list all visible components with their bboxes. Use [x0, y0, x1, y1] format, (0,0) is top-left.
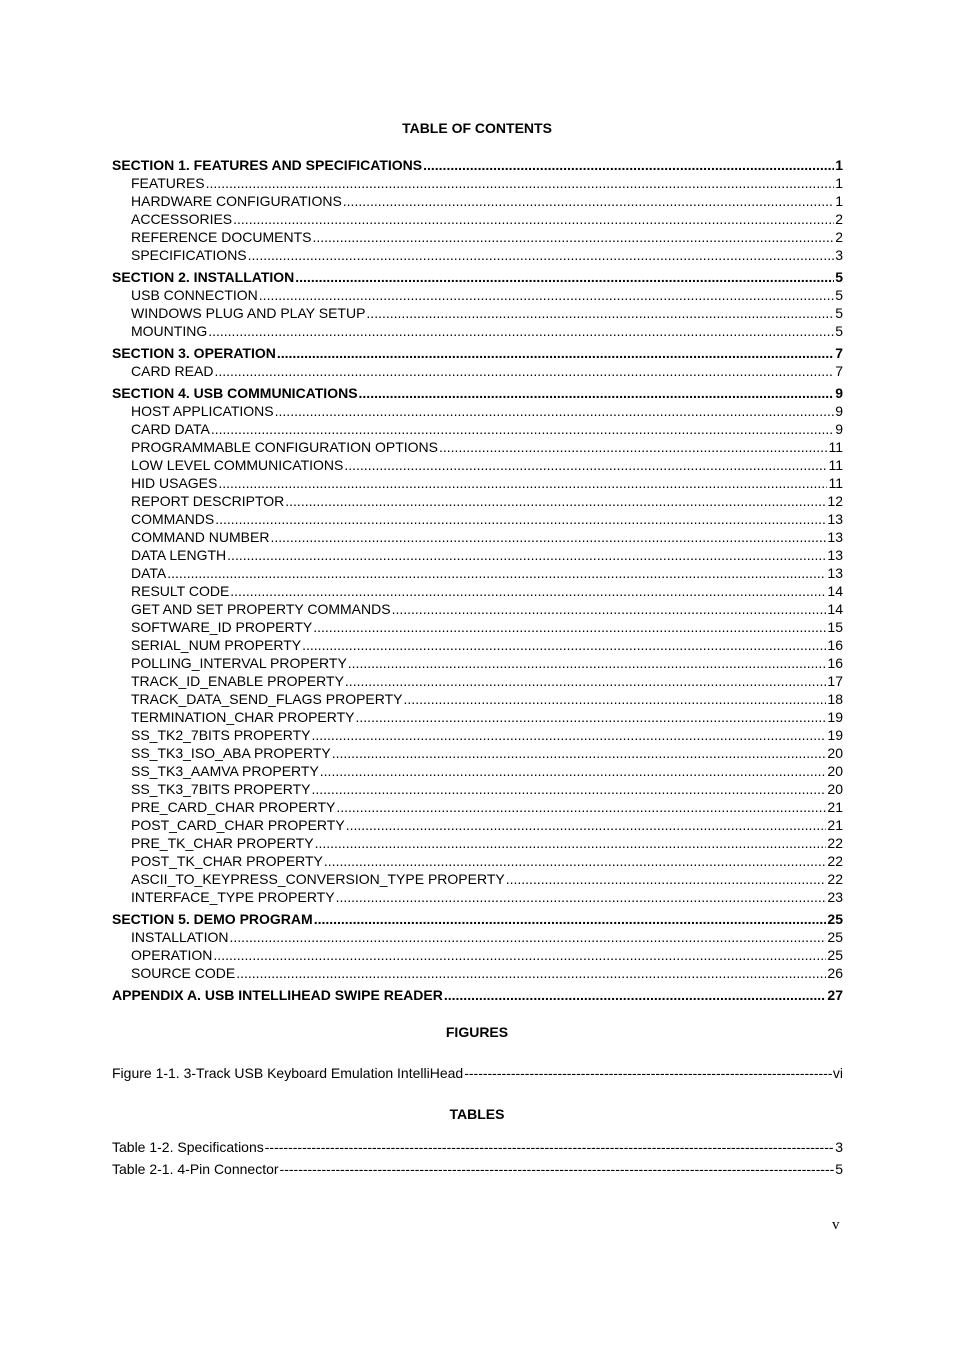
toc-subsection-entry[interactable] — [112, 474, 843, 492]
dot-leader — [343, 192, 834, 210]
dot-leader — [213, 946, 826, 964]
toc-subsection-entry[interactable] — [112, 928, 843, 946]
toc-subsection-entry-label: OPERATION — [131, 947, 213, 963]
dot-leader — [211, 420, 834, 438]
dot-leader — [295, 268, 834, 286]
dot-leader — [464, 1062, 832, 1084]
dot-leader — [506, 870, 827, 888]
toc-subsection-entry-page-number: 9 — [835, 403, 843, 419]
toc-section-entry-label: SECTION 1. FEATURES AND SPECIFICATIONS — [112, 157, 423, 173]
dot-leader — [311, 780, 826, 798]
toc-subsection-entry-page-number: 2 — [835, 229, 843, 245]
toc-subsection-entry-label: SS_TK3_7BITS PROPERTY — [131, 781, 311, 797]
toc-section-entry-page-number: 5 — [835, 269, 843, 285]
dot-leader — [206, 174, 835, 192]
toc-heading: TABLE OF CONTENTS — [402, 120, 552, 136]
toc-subsection-entry-label: POST_CARD_CHAR PROPERTY — [131, 817, 345, 833]
toc-subsection-entry-page-number: 23 — [827, 889, 843, 905]
toc-subsection-entry-label: ACCESSORIES — [131, 211, 233, 227]
toc-subsection-entry-label: PRE_TK_CHAR PROPERTY — [131, 835, 314, 851]
toc-subsection-entry-page-number: 5 — [835, 323, 843, 339]
toc-subsection-entry-page-number: 20 — [827, 781, 843, 797]
dot-leader — [233, 210, 834, 228]
toc-section-entry-label: APPENDIX A. USB INTELLIHEAD SWIPE READER — [112, 987, 443, 1003]
toc-subsection-entry[interactable] — [112, 852, 843, 870]
toc-subsection-entry-label: REFERENCE DOCUMENTS — [131, 229, 312, 245]
toc-section-entry[interactable] — [112, 268, 843, 286]
toc-subsection-entry[interactable] — [112, 798, 843, 816]
figures-list — [112, 1062, 843, 1084]
toc-subsection-entry[interactable] — [112, 618, 843, 636]
dot-leader — [404, 690, 827, 708]
toc-subsection-entry[interactable] — [112, 600, 843, 618]
toc-subsection-entry[interactable] — [112, 546, 843, 564]
toc-subsection-entry-page-number: 12 — [827, 493, 843, 509]
dot-leader — [315, 834, 827, 852]
toc-subsection-entry-page-number: 3 — [835, 247, 843, 263]
toc-section-entry[interactable] — [112, 384, 843, 402]
table-entry-page-number: 3 — [835, 1139, 843, 1155]
toc-subsection-entry-label: DATA LENGTH — [131, 547, 227, 563]
toc-subsection-entry-label: TERMINATION_CHAR PROPERTY — [131, 709, 355, 725]
toc-subsection-entry[interactable] — [112, 636, 843, 654]
toc-subsection-entry-page-number: 5 — [835, 287, 843, 303]
toc-subsection-entry-page-number: 1 — [835, 193, 843, 209]
toc-section-entry-page-number: 9 — [835, 385, 843, 401]
toc-subsection-entry-label: HOST APPLICATIONS — [131, 403, 274, 419]
figures-heading: FIGURES — [445, 1024, 509, 1040]
dot-leader — [265, 1136, 834, 1158]
toc-subsection-entry-page-number: 13 — [827, 511, 843, 527]
toc-subsection-entry-label: SOFTWARE_ID PROPERTY — [131, 619, 313, 635]
dot-leader — [280, 1158, 835, 1180]
toc-subsection-entry-label: MOUNTING — [131, 323, 208, 339]
toc-subsection-entry-label: TRACK_DATA_SEND_FLAGS PROPERTY — [131, 691, 403, 707]
toc-subsection-entry-label: POST_TK_CHAR PROPERTY — [131, 853, 323, 869]
toc-subsection-entry-label: POLLING_INTERVAL PROPERTY — [131, 655, 347, 671]
toc-subsection-entry[interactable] — [112, 420, 843, 438]
toc-subsection-entry-label: SOURCE CODE — [131, 965, 236, 981]
toc-subsection-entry-label: CARD READ — [131, 363, 214, 379]
toc-subsection-entry-label: INSTALLATION — [131, 929, 229, 945]
dot-leader — [444, 986, 827, 1004]
toc-section-entry-page-number: 1 — [835, 157, 843, 173]
table-entry-label: Table 1-2. Specifications — [112, 1139, 264, 1155]
toc-subsection-entry-page-number: 17 — [827, 673, 843, 689]
toc-subsection-entry[interactable] — [112, 510, 843, 528]
toc-subsection-entry-page-number: 20 — [827, 763, 843, 779]
dot-leader — [230, 582, 826, 600]
toc-subsection-entry-page-number: 19 — [827, 709, 843, 725]
toc-subsection-entry-label: SS_TK3_ISO_ABA PROPERTY — [131, 745, 331, 761]
dot-leader — [356, 708, 827, 726]
toc-subsection-entry-label: SS_TK3_AAMVA PROPERTY — [131, 763, 319, 779]
dot-leader — [218, 474, 827, 492]
toc-subsection-entry-label: CARD DATA — [131, 421, 210, 437]
toc-subsection-entry-page-number: 21 — [827, 817, 843, 833]
toc-subsection-entry[interactable] — [112, 726, 843, 744]
toc-subsection-entry[interactable] — [112, 654, 843, 672]
toc-section-entry-label: SECTION 5. DEMO PROGRAM — [112, 911, 313, 927]
dot-leader — [167, 564, 826, 582]
toc-subsection-entry[interactable] — [112, 888, 843, 906]
table-entry[interactable] — [112, 1136, 843, 1158]
toc-subsection-entry-label: COMMAND NUMBER — [131, 529, 270, 545]
toc-subsection-entry-label: COMMANDS — [131, 511, 215, 527]
toc-subsection-entry-label: REPORT DESCRIPTOR — [131, 493, 285, 509]
table-entry[interactable] — [112, 1158, 843, 1180]
toc-subsection-entry[interactable] — [112, 564, 843, 582]
dot-leader — [359, 384, 835, 402]
dot-leader — [348, 654, 827, 672]
toc-section-entry[interactable] — [112, 910, 843, 928]
toc-subsection-entry-page-number: 16 — [827, 637, 843, 653]
page-number: v — [832, 1217, 840, 1233]
toc-subsection-entry-label: SS_TK2_7BITS PROPERTY — [131, 727, 311, 743]
toc-subsection-entry[interactable] — [112, 322, 843, 340]
toc-section-entry[interactable] — [112, 156, 843, 174]
toc-section-entry[interactable] — [112, 344, 843, 362]
toc-subsection-entry-page-number: 9 — [835, 421, 843, 437]
toc-subsection-entry-page-number: 13 — [827, 529, 843, 545]
dot-leader — [285, 492, 826, 510]
toc-subsection-entry-page-number: 11 — [828, 439, 843, 455]
toc-subsection-entry-page-number: 2 — [835, 211, 843, 227]
toc-subsection-entry-label: PRE_CARD_CHAR PROPERTY — [131, 799, 336, 815]
dot-leader — [336, 798, 826, 816]
dot-leader — [259, 286, 834, 304]
figure-entry-label: Figure 1-1. 3-Track USB Keyboard Emulation IntelliHead — [112, 1065, 464, 1081]
toc-subsection-entry[interactable] — [112, 362, 843, 380]
dot-leader — [423, 156, 834, 174]
toc-subsection-entry[interactable] — [112, 672, 843, 690]
toc-section-entry-label: SECTION 2. INSTALLATION — [112, 269, 295, 285]
toc-subsection-entry-page-number: 25 — [827, 947, 843, 963]
toc-subsection-entry-label: GET AND SET PROPERTY COMMANDS — [131, 601, 391, 617]
dot-leader — [227, 546, 826, 564]
toc-subsection-entry[interactable] — [112, 964, 843, 982]
toc-section-entry-page-number: 27 — [827, 987, 843, 1003]
toc-subsection-entry-label: RESULT CODE — [131, 583, 230, 599]
dot-leader — [314, 910, 827, 928]
toc-subsection-entry-label: USB CONNECTION — [131, 287, 258, 303]
toc-subsection-entry-page-number: 26 — [827, 965, 843, 981]
toc-subsection-entry[interactable] — [112, 582, 843, 600]
dot-leader — [270, 528, 826, 546]
toc-subsection-entry-label: DATA — [131, 565, 167, 581]
dot-leader — [392, 600, 827, 618]
tables-list — [112, 1136, 843, 1180]
dot-leader — [313, 618, 826, 636]
toc-subsection-entry-page-number: 18 — [827, 691, 843, 707]
toc-subsection-entry[interactable] — [112, 402, 843, 420]
dot-leader — [311, 726, 826, 744]
dot-leader — [302, 636, 826, 654]
toc-subsection-entry-page-number: 11 — [828, 457, 843, 473]
toc-subsection-entry[interactable] — [112, 492, 843, 510]
figure-entry-page-number: vi — [832, 1065, 843, 1081]
toc-subsection-entry[interactable] — [112, 708, 843, 726]
dot-leader — [336, 888, 827, 906]
toc-subsection-entry[interactable] — [112, 690, 843, 708]
toc-subsection-entry[interactable] — [112, 528, 843, 546]
dot-leader — [236, 964, 826, 982]
toc-subsection-entry-label: TRACK_ID_ENABLE PROPERTY — [131, 673, 344, 689]
toc-subsection-entry-label: SERIAL_NUM PROPERTY — [131, 637, 302, 653]
toc-subsection-entry-page-number: 16 — [827, 655, 843, 671]
dot-leader — [332, 744, 827, 762]
toc-subsection-entry-page-number: 7 — [835, 363, 843, 379]
toc-section-entry-label: SECTION 4. USB COMMUNICATIONS — [112, 385, 358, 401]
toc-subsection-entry-page-number: 22 — [827, 871, 843, 887]
toc-section-entry[interactable] — [112, 986, 843, 1004]
toc-subsection-entry-label: FEATURES — [131, 175, 205, 191]
toc-subsection-entry-label: INTERFACE_TYPE PROPERTY — [131, 889, 335, 905]
toc-subsection-entry-label: PROGRAMMABLE CONFIGURATION OPTIONS — [131, 439, 438, 455]
toc-subsection-entry[interactable] — [112, 946, 843, 964]
dot-leader — [230, 928, 827, 946]
dot-leader — [208, 322, 834, 340]
toc-subsection-entry-page-number: 20 — [827, 745, 843, 761]
toc-subsection-entry[interactable] — [112, 780, 843, 798]
dot-leader — [277, 344, 834, 362]
toc-subsection-entry[interactable] — [112, 174, 843, 192]
toc-section-entry-page-number: 7 — [835, 345, 843, 361]
toc-subsection-entry-label: HARDWARE CONFIGURATIONS — [131, 193, 342, 209]
toc-subsection-entry[interactable] — [112, 456, 843, 474]
toc-subsection-entry[interactable] — [112, 228, 843, 246]
toc-subsection-entry[interactable] — [112, 438, 843, 456]
toc-subsection-entry-page-number: 25 — [827, 929, 843, 945]
dot-leader — [275, 402, 835, 420]
toc-subsection-entry[interactable] — [112, 210, 843, 228]
toc-subsection-entry[interactable] — [112, 834, 843, 852]
dot-leader — [248, 246, 835, 264]
toc-subsection-entry-label: LOW LEVEL COMMUNICATIONS — [131, 457, 344, 473]
dot-leader — [320, 762, 827, 780]
dot-leader — [439, 438, 827, 456]
toc-subsection-entry-page-number: 13 — [827, 565, 843, 581]
toc-subsection-entry[interactable] — [112, 286, 843, 304]
dot-leader — [215, 510, 826, 528]
toc-subsection-entry[interactable] — [112, 246, 843, 264]
toc-subsection-entry-label: HID USAGES — [131, 475, 218, 491]
toc-subsection-entry-page-number: 21 — [827, 799, 843, 815]
toc-subsection-entry-page-number: 13 — [827, 547, 843, 563]
dot-leader — [346, 816, 827, 834]
toc-section-entry-label: SECTION 3. OPERATION — [112, 345, 276, 361]
toc-subsection-entry-page-number: 22 — [827, 853, 843, 869]
dot-leader — [366, 304, 834, 322]
table-entry-page-number: 5 — [835, 1161, 843, 1177]
toc-subsection-entry-page-number: 14 — [827, 583, 843, 599]
toc-subsection-entry-label: ASCII_TO_KEYPRESS_CONVERSION_TYPE PROPERTY — [131, 871, 505, 887]
toc-subsection-entry-page-number: 15 — [827, 619, 843, 635]
dot-leader — [214, 362, 834, 380]
dot-leader — [344, 456, 827, 474]
toc-subsection-entry-page-number: 5 — [835, 305, 843, 321]
table-of-contents — [112, 156, 843, 1004]
tables-heading: TABLES — [449, 1106, 505, 1122]
toc-subsection-entry[interactable] — [112, 870, 843, 888]
toc-subsection-entry-label: WINDOWS PLUG AND PLAY SETUP — [131, 305, 366, 321]
toc-subsection-entry-label: SPECIFICATIONS — [131, 247, 247, 263]
dot-leader — [324, 852, 827, 870]
toc-subsection-entry[interactable] — [112, 192, 843, 210]
toc-subsection-entry-page-number: 19 — [827, 727, 843, 743]
table-entry-label: Table 2-1. 4-Pin Connector — [112, 1161, 279, 1177]
toc-subsection-entry[interactable] — [112, 762, 843, 780]
toc-section-entry-page-number: 25 — [827, 911, 843, 927]
dot-leader — [345, 672, 827, 690]
toc-subsection-entry[interactable] — [112, 304, 843, 322]
dot-leader — [312, 228, 834, 246]
toc-subsection-entry-page-number: 1 — [835, 175, 843, 191]
toc-subsection-entry-page-number: 14 — [827, 601, 843, 617]
toc-subsection-entry[interactable] — [112, 744, 843, 762]
toc-subsection-entry-page-number: 22 — [827, 835, 843, 851]
figure-entry[interactable] — [112, 1062, 843, 1084]
toc-subsection-entry-page-number: 11 — [828, 475, 843, 491]
toc-subsection-entry[interactable] — [112, 816, 843, 834]
